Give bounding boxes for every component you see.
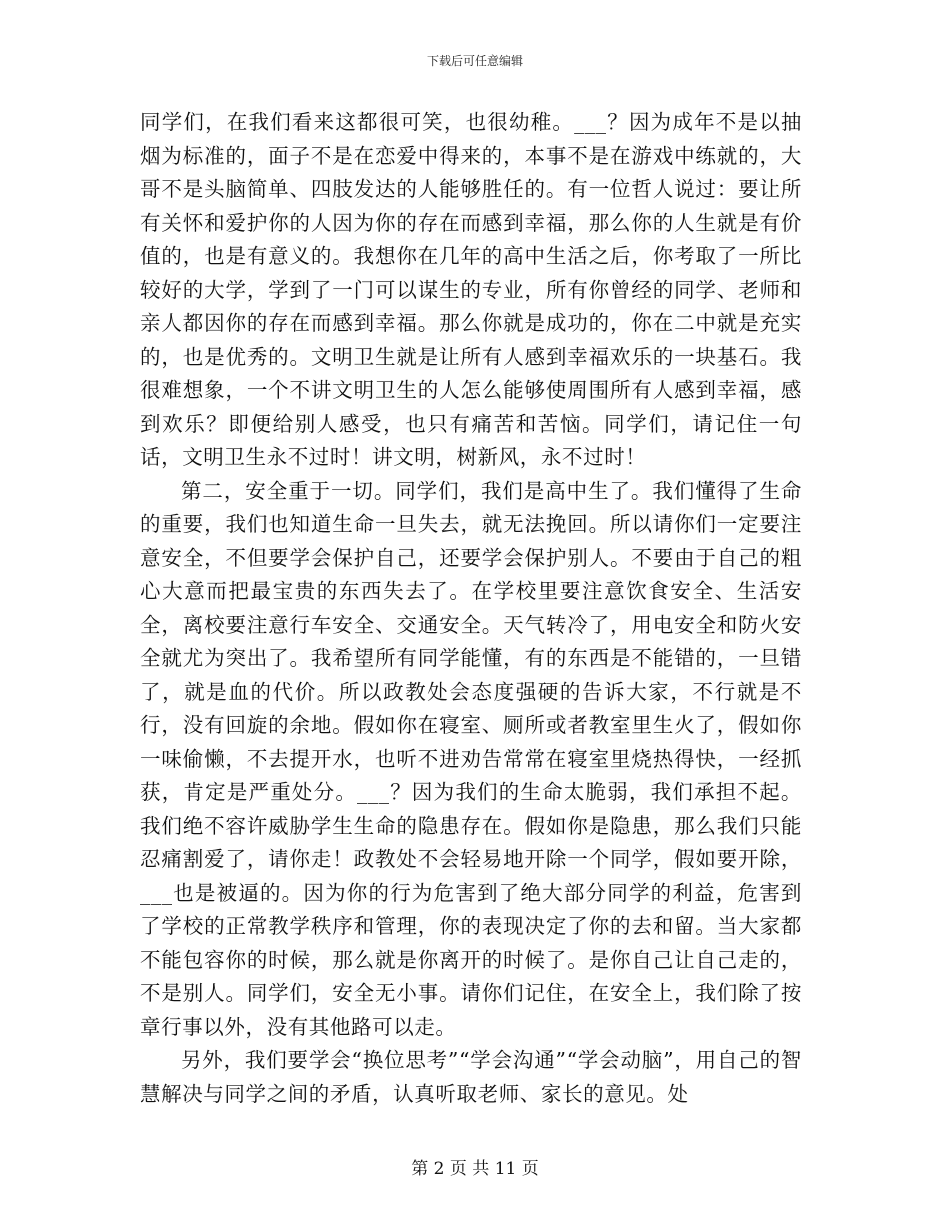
paragraph-2: 第二，安全重于一切。同学们，我们是高中生了。我们懂得了生命的重要，我们也知道生命一旦失去，就无法挽回。所以请你们一定要注意安全，不但要学会保护自己，还要学会保护别人。不要由于自己的粗心大意而把最宝贵的东西失去了。在学校里要注意饮食安全、生活安全，离校要注意行车安全、交通安全。天气转冷了，用电安全和防火安全就尤为突出了。我希望所有同学能懂，有的东西是不能错的，一旦错了，就是血的代价。所以政教处会态度强硬的告诉大家，不行就是不行，没有回旋的余地。假如你在寝室、厕所或者教室里生火了，假如你一味偷懒，不去提开水，也听不进劝告常常在寝室里烧热得快，一经抓获，肯定是严重处分。___？因为我们的生命太脆弱，我们承担不起。我们绝不容许威胁学生生命的隐患存在。假如你是隐患，那么我们只能忍痛割爱了，请你走！政教处不会轻易地开除一个同学，假如要开除，___也是被逼的。因为你的行为危害到了绝大部分同学的利益，危害到了学校的正常教学秩序和管理，你的表现决定了你的去和留。当大家都不能包容你的时候，那么就是你离开的时候了。是你自己让自己走的，不是别人。同学们，安全无小事。请你们记住，在安全上，我们除了按章行事以外，没有其他路可以走。 [140,478,802,1039]
document-body [140,106,802,1111]
paragraph-1: 同学们，在我们看来这都很可笑，也很幼稚。___？因为成年不是以抽烟为标准的，面子不是在恋爱中得来的，本事不是在游戏中练就的，大哥不是头脑简单、四肢发达的人能够胜任的。有一位哲人说过：要让所有关怀和爱护你的人因为你的存在而感到幸福，那么你的人生就是有价值的，也是有意义的。我想你在几年的高中生活之后，你考取了一所比较好的大学，学到了一门可以谋生的专业，所有你曾经的同学、老师和亲人都因你的存在而感到幸福。那么你就是成功的，你在二中就是充实的，也是优秀的。文明卫生就是让所有人感到幸福欢乐的一块基石。我很难想象，一个不讲文明卫生的人怎么能够使周围所有人感到幸福，感到欢乐？即便给别人感受，也只有痛苦和苦恼。同学们，请记住一句话，文明卫生永不过时！讲文明，树新风，永不过时！ [140,110,802,469]
page-header: 下载后可任意编辑 [426,54,523,68]
paragraph-3: 另外，我们要学会“换位思考”“学会沟通”“学会动脑”，用自己的智慧解决与同学之间的矛盾，认真听取老师、家长的意见。处 [140,1048,802,1106]
page-footer: 第 2 页 共 11 页 [411,1159,539,1179]
